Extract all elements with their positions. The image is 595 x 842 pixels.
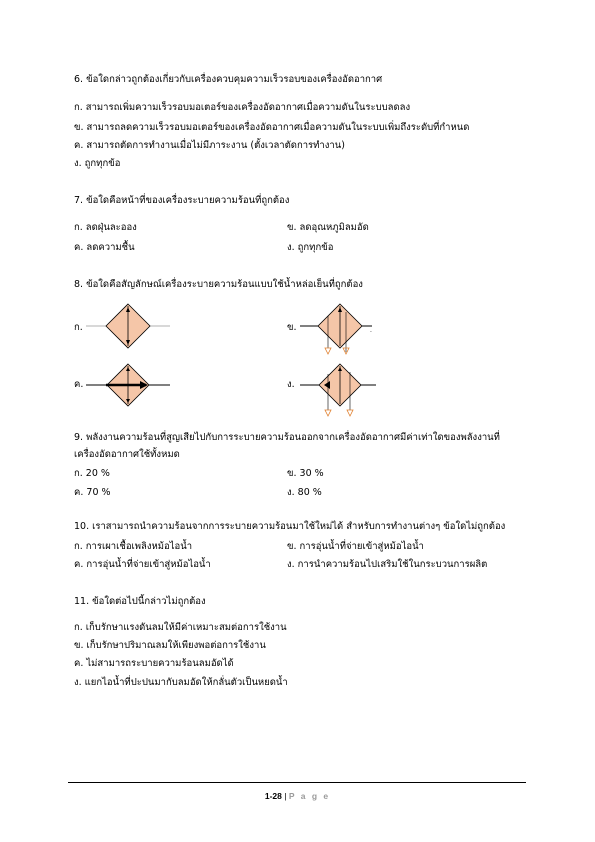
svg-text:.: . bbox=[370, 327, 372, 334]
cooler-symbol-c bbox=[86, 362, 170, 412]
q10-option-c: ค. การอุ่นน้ำที่จ่ายเข้าสู่หม้อไอน้ำ bbox=[74, 559, 211, 570]
q10-option-a: ก. การเผาเชื้อเพลิงหม้อไอน้ำ bbox=[74, 541, 193, 552]
footer-divider bbox=[68, 782, 526, 783]
q7-option-a: ก. ลดฝุ่นละออง bbox=[74, 222, 137, 233]
q6-option-d: ง. ถูกทุกข้อ bbox=[74, 158, 121, 169]
q7-title: 7. ข้อใดคือหน้าที่ของเครื่องระบายความร้อนที่ถูกต้อง bbox=[74, 195, 290, 206]
q10-option-b: ข. การอุ่นน้ำที่จ่ายเข้าสู่หม้อไอน้ำ bbox=[287, 541, 424, 552]
q7-option-c: ค. ลดความชื้น bbox=[74, 242, 135, 253]
q8-label-c: ค. bbox=[74, 379, 84, 390]
cooler-symbol-a bbox=[86, 302, 170, 352]
q8-label-d: ง. bbox=[287, 379, 295, 390]
q11-option-d: ง. แยกไอน้ำที่ปะปนมากับลมอัดให้กลั่นตัวเป็นหยดน้ำ bbox=[74, 677, 288, 688]
q10-option-d: ง. การนำความร้อนไปเสริมใช้ในกระบวนการผลิต bbox=[287, 559, 488, 570]
q7-option-d: ง. ถูกทุกข้อ bbox=[287, 242, 334, 253]
q6-title: 6. ข้อใดกล่าวถูกต้องเกี่ยวกับเครื่องควบคุมความเร็วรอบของเครื่องอัดอากาศ bbox=[74, 74, 383, 85]
q9-title-line2: เครื่องอัดอากาศใช้ทั้งหมด bbox=[74, 449, 180, 460]
q11-option-a: ก. เก็บรักษาแรงดันลมให้มีค่าเหมาะสมต่อการใช้งาน bbox=[74, 622, 287, 633]
q6-option-b: ข. สามารถลดความเร็วรอบมอเตอร์ของเครื่องอัดอากาศเมื่อความดันในระบบเพิ่มถึงระดับที่กำหนด bbox=[74, 122, 470, 133]
q9-option-c: ค. 70 % bbox=[74, 487, 111, 498]
q9-option-b: ข. 30 % bbox=[287, 468, 324, 479]
q6-option-c: ค. สามารถตัดการทำงานเมื่อไม่มีภาระงาน (ตั้งเวลาตัดการทำงาน) bbox=[74, 140, 345, 151]
page-number: 1-28 bbox=[264, 791, 282, 801]
q10-title: 10. เราสามารถนำความร้อนจากการระบายความร้อนมาใช้ใหม่ได้ สำหรับการทำงานต่างๆ ข้อใดไม่ถูกต้อง bbox=[74, 521, 506, 532]
q9-option-a: ก. 20 % bbox=[74, 468, 110, 479]
q9-option-d: ง. 80 % bbox=[287, 487, 322, 498]
q6-option-a: ก. สามารถเพิ่มความเร็วรอบมอเตอร์ของเครื่องอัดอากาศเมื่อความดันในระบบลดลง bbox=[74, 102, 411, 113]
page-footer bbox=[0, 791, 595, 801]
q7-option-b: ข. ลดอุณหภูมิลมอัด bbox=[287, 222, 369, 233]
q11-title: 11. ข้อใดต่อไปนี้กล่าวไม่ถูกต้อง bbox=[74, 596, 206, 607]
q11-option-b: ข. เก็บรักษาปริมาณลมให้เพียงพอต่อการใช้งาน bbox=[74, 640, 266, 651]
q8-title: 8. ข้อใดคือสัญลักษณ์เครื่องระบายความร้อนแบบใช้น้ำหล่อเย็นที่ถูกต้อง bbox=[74, 279, 363, 290]
q9-title-line1: 9. พลังงานความร้อนที่สูญเสียไปกับการระบายความร้อนออกจากเครื่องอัดอากาศมีค่าเท่าใดของพลังงานที่ bbox=[74, 432, 500, 443]
cooler-symbol-d bbox=[300, 362, 384, 420]
cooler-symbol-b bbox=[300, 302, 384, 358]
q8-label-a: ก. bbox=[74, 322, 83, 333]
q11-option-c: ค. ไม่สามารถระบายความร้อนลมอัดได้ bbox=[74, 658, 234, 669]
footer-separator: | bbox=[284, 791, 287, 801]
q8-label-b: ข. bbox=[287, 322, 297, 333]
page-word: P a g e bbox=[288, 791, 331, 801]
